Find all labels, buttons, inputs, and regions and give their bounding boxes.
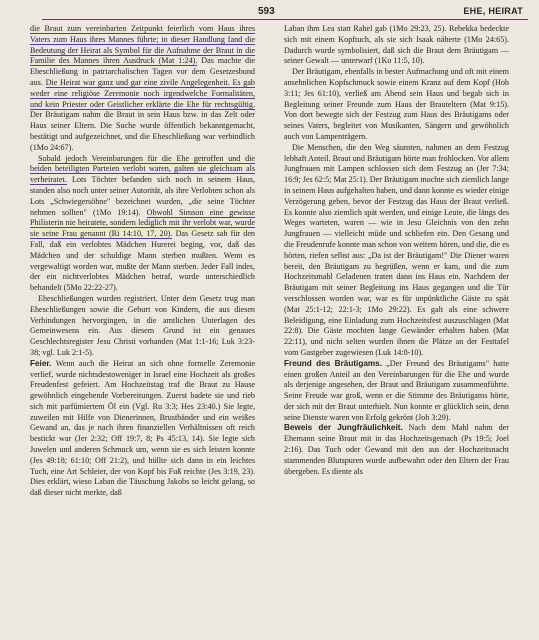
left-column (30, 24, 255, 499)
paragraph: Eheschließungen wurden registriert. Unter dem Gesetz trug man Eheschließungen sowie die Geburt von Kindern, die aus diesen Verbindungen hervorgingen, in die amtlichen Unterlagen des Gemeinwesens ein. Aus diesem Grund ist ein genaues Geschlechtsregister Jesu Christi vorhanden (Mat 1:1-16; Luk 3:23-38; vgl. Luk 2:1-5). (30, 293, 255, 357)
highlighted-passage: Sobald jedoch Vereinbarungen für die Ehe getroffen und die beiden beteiligten Parteien verlobt waren, galten sie gleichsam als verheiratet. (30, 153, 255, 185)
text-span: Nach dem Mahl nahm der Ehemann seine Braut mit in das Hochzeitsgemach (Ps 19:5; Joel 2:16). Das Tuch oder Gewand mit den aus der Hochzeitsnacht stammenden Blutspuren wurde aufbewahrt oder den Eltern der Frau übergeben. Es diente als (284, 423, 509, 476)
highlighted-passage: die Braut zum vereinbarten Zeitpunkt feierlich vom Haus ihres Vaters zum Haus ihres Mannes führte; in dieser Handlung fand die Bedeutung der Heirat als Symbol für die Aufnahme der Braut in die Familie des Mannes ihren Ausdruck (Mat 1:24). (30, 24, 255, 66)
text-span: Das machte die Eheschließung in patriarchalischen Tagen vor dem Gesetzesbund aus. (30, 56, 255, 87)
paragraph: Laban ihm Lea statt Rahel gab (1Mo 29:23, 25). Rebekka bedeckte sich mit einem Kopftuch, als sie sich Isaak näherte (1Mo 24:65). Dadurch wurde symbolisiert, daß sich die Braut dem Bräutigam — seiner Gewalt — unterwarf (1Ko 11:5, 10). (284, 24, 509, 66)
text-span: Wenn auch die Heirat an sich ohne formelle Zeremonie verlief, wurde nichtsdestoweniger in Israel eine Hochzeit als großes Freudenfest gefeiert. Am Hochzeitstag traf die Braut zu Hause gewöhnlich eingehende Vorbereitungen. Zuerst badete sie und rieb sich mit parfümiertem Öl ein (Vgl. Ru 3:3; Hes 23:40.) Sie legte, zuweilen mit Hilfe von Dienerinnen, Brustbänder und ein weißes Gewand an, das je nach ihren finanziellen Verhältnissen oft reich bestickt war (Jer 2:32; Off 19:7, 8; Ps 45:13, 14). Sie legte sich Juwelen und anderen Schmuck um, wenn sie es sich leisten konnte (Jes 49:18; 61:10; Off 21:2), und hüllte sich dann in ein leichtes Tuch, eine Art Schleier, der von Kopf bis Fuß reichte (Jes 3:19, 23). Dies erklärt, wieso Laban die Täuschung Jakobs so leicht gelang, so daß dieser nicht merkte, daß (30, 358, 255, 498)
section-heading: Freund des Bräutigams. (284, 358, 382, 368)
paragraph: Der Bräutigam, ebenfalls in bester Aufmachung und oft mit einem ansehnlichen Kopfschmuck sowie einem Kranz auf dem Kopf (Hoh 3:11; Jes 61:10), verließ am Abend sein Haus und begab sich in Begleitung seiner Freunde zum Haus der Brauteltern (Mat 9:15). Von dort bewegte sich der Festzug zum Haus des Bräutigams oder seines Vaters, begleitet von Musikanten, Sängern und gewöhnlich auch von Lampenträgern. (284, 67, 509, 141)
highlighted-passage: Obwohl Simson eine gewisse Philisterin nie heiratete, sondern lediglich mit ihr verlobt war, wurde sie seine Frau genannt (Ri 14:10, 17, 20). (30, 207, 255, 239)
section-paragraph (284, 359, 509, 424)
right-column (284, 24, 509, 477)
section-paragraph (284, 423, 509, 477)
paragraph: Die Menschen, die den Weg säumten, nahmen an dem Festzug lebhaft Anteil. Braut und Bräutigam hörte man frohlocken. Vor allem Jungfrauen mit Lampen schlossen sich dem Festzug an (Jer 7:34; 16:9; Jes 62:5; Mat 25:1). Der Bräutigam mochte sich ziemlich lange in seinem Haus aufgehalten haben, und dann konnte es wieder einige Verzögerung geben, bevor der Festzug das Haus der Braut verließ. Es konnte also ziemlich spät werden, und einige Leute, die längs des Weges warteten, waren — wie in Jesu Gleichnis von den zehn Jungfrauen — vielleicht müde und schliefen ein. Den Gesang und die Freudenrufe konnte man schon von weitem hören, und die, die es hörten, riefen selbst aus: „Da ist der Bräutigam!" Die Diener waren bereit, den Bräutigam zu begrüßen, wenn er kam, und die zum Hochzeitsmahl Geladenen traten dann ins Haus ein. Nachdem der Bräutigam mit seiner Begleitung ins Haus gegangen und die Tür verschlossen worden war, war es für unpünktliche Gäste zu spät (Mat 25:1-12; 22:1-3; 1Mo 29:22). Es galt als eine schwere Beleidigung, eine Einladung zum Hochzeitsfest auszuschlagen (Mat 22:8). Die Gäste mochten lange Gewänder erhalten haben (Mat 22:11), und nicht selten wurden ihnen die Plätze an der Festtafel vom Gastgeber zugewiesen (Luk 14:8-10). (284, 142, 509, 357)
page-number: 593 (258, 6, 275, 17)
paragraph (30, 154, 255, 294)
highlighted-passage: Die Heirat war ganz und gar eine zivile Angelegenheit. Es gab weder eine religiöse Zeremonie noch irgendwelche Formalitäten, und kein Priester oder Geistlicher erklärte die Ehe für rechtsgültig. (30, 77, 255, 109)
section-paragraph (30, 359, 255, 499)
text-span: Der Bräutigam nahm die Braut in sein Haus bzw. in das Zelt oder Haus seiner Eltern. Die Suche wurde öffentlich bekanntgemacht, bestätigt und aufgezeichnet, und die Eheschließung war verbindlich (1Mo 24:67). (30, 110, 255, 152)
text-span: Das Gesetz sah für den Fall, daß ein verlobtes Mädchen Hurerei beging, vor, daß das Mädchen und der schuldige Mann sterben mußten. Wenn es vergewaltigt worden war, mußte der Mann sterben. Jeder Fall indes, der ein nichtverlobtes Mädchen betraf, wurde unterschiedlich behandelt (5Mo 22:22-27). (30, 229, 255, 293)
paragraph (30, 24, 255, 154)
section-heading: Beweis der Jungfräulichkeit. (284, 423, 403, 433)
header-rule (42, 19, 528, 20)
text-span: „Der Freund des Bräutigams" hatte einen großen Anteil an den Vereinbarungen für die Ehe und wurde als derjenige angesehen, der Braut und Bräutigam zusammenführte. Seine Freude war groß, wenn er die Stimme des Bräutigams hörte, der sich mit der Braut unterhielt. Nun konnte er glücklich sein, denn seine Dienste waren von Erfolg gekrönt (Joh 3:29). (284, 358, 509, 422)
running-head: EHE, HEIRAT (463, 6, 523, 16)
text-span: Lots Töchter befanden sich noch in seinem Haus, standen also noch unter seiner Autorität, als ihre Verlobten schon als Lots „Schwiegersöhne" bezeichnet wurden, „die seine Töchter nehmen sollten" (1Mo 19:14). (30, 175, 255, 217)
section-heading: Feier. (30, 358, 52, 368)
